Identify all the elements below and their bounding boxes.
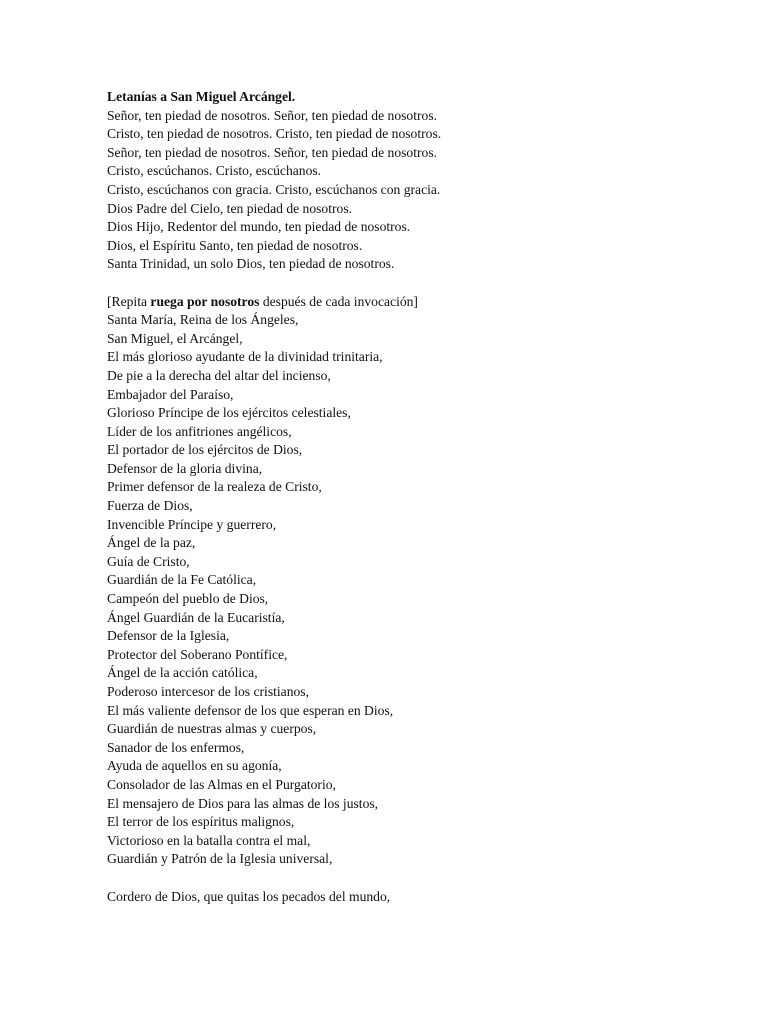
- invocation-line: Ángel de la acción católica,: [107, 665, 258, 681]
- invocation-line: Victorioso en la batalla contra el mal,: [107, 832, 311, 848]
- instruction-before: [Repita: [107, 293, 151, 309]
- invocation-line: El más glorioso ayudante de la divinidad trinitaria,: [107, 349, 383, 365]
- closing-prayers: [107, 888, 727, 907]
- invocation-line: Ayuda de aquellos en su agonía,: [107, 758, 282, 774]
- invocation-line: Guía de Cristo,: [107, 553, 190, 569]
- opening-line: Cristo, ten piedad de nosotros. Cristo, ten piedad de nosotros.: [107, 126, 442, 142]
- invocation-line: Defensor de la gloria divina,: [107, 460, 263, 476]
- instruction-after: después de cada invocación]: [259, 293, 418, 309]
- closing-line: Cordero de Dios, que quitas los pecados del mundo,: [107, 888, 391, 904]
- opening-line: Cristo, escúchanos con gracia. Cristo, escúchanos con gracia.: [107, 181, 441, 197]
- invocation-line: Ángel Guardián de la Eucaristía,: [107, 609, 285, 625]
- invocation-line: Glorioso Príncipe de los ejércitos celestiales,: [107, 405, 351, 421]
- opening-line: Dios Hijo, Redentor del mundo, ten piedad de nosotros.: [107, 219, 411, 235]
- invocation-line: Santa María, Reina de los Ángeles,: [107, 312, 299, 328]
- opening-line: Dios Padre del Cielo, ten piedad de nosotros.: [107, 200, 353, 216]
- document-page: [107, 88, 727, 906]
- opening-line: Santa Trinidad, un solo Dios, ten piedad de nosotros.: [107, 256, 395, 272]
- invocation-line: El mensajero de Dios para las almas de los justos,: [107, 795, 379, 811]
- invocation-line: Guardián de la Fe Católica,: [107, 572, 257, 588]
- invocation-line: El portador de los ejércitos de Dios,: [107, 442, 303, 458]
- invocation-line: Protector del Soberano Pontífice,: [107, 646, 288, 662]
- document-title: Letanías a San Miguel Arcángel.: [107, 89, 296, 104]
- invocation-line: Consolador de las Almas en el Purgatorio,: [107, 776, 336, 792]
- invocation-line: De pie a la derecha del altar del incienso,: [107, 367, 331, 383]
- invocation-line: Guardián y Patrón de la Iglesia universal,: [107, 851, 333, 867]
- invocation-line: Defensor de la Iglesia,: [107, 628, 230, 644]
- invocation-line: Fuerza de Dios,: [107, 498, 193, 514]
- invocation-line: Líder de los anfitriones angélicos,: [107, 423, 292, 439]
- invocation-line: Poderoso intercesor de los cristianos,: [107, 684, 309, 699]
- invocation-line: El más valiente defensor de los que esperan en Dios,: [107, 702, 394, 718]
- invocation-line: San Miguel, el Arcángel,: [107, 330, 243, 346]
- invocation-line: Primer defensor de la realeza de Cristo,: [107, 479, 322, 495]
- invocation-line: Sanador de los enfermos,: [107, 739, 245, 755]
- opening-prayers: [107, 107, 727, 274]
- invocation-line: Campeón del pueblo de Dios,: [107, 591, 269, 607]
- invocation-list: [107, 311, 727, 869]
- invocation-line: Guardián de nuestras almas y cuerpos,: [107, 721, 317, 737]
- paragraph-spacer: [107, 869, 727, 888]
- invocation-line: Embajador del Paraíso,: [107, 386, 234, 402]
- opening-line: Cristo, escúchanos. Cristo, escúchanos.: [107, 163, 322, 179]
- paragraph-spacer: [107, 274, 727, 293]
- repeat-instruction: [107, 293, 727, 312]
- invocation-line: Ángel de la paz,: [107, 535, 196, 551]
- instruction-response: ruega por nosotros: [150, 293, 260, 309]
- opening-line: Señor, ten piedad de nosotros. Señor, ten piedad de nosotros.: [107, 144, 438, 160]
- opening-line: Señor, ten piedad de nosotros. Señor, ten piedad de nosotros.: [107, 107, 438, 123]
- invocation-line: El terror de los espíritus malignos,: [107, 814, 295, 830]
- opening-line: Dios, el Espíritu Santo, ten piedad de nosotros.: [107, 237, 363, 253]
- invocation-line: Invencible Príncipe y guerrero,: [107, 516, 277, 532]
